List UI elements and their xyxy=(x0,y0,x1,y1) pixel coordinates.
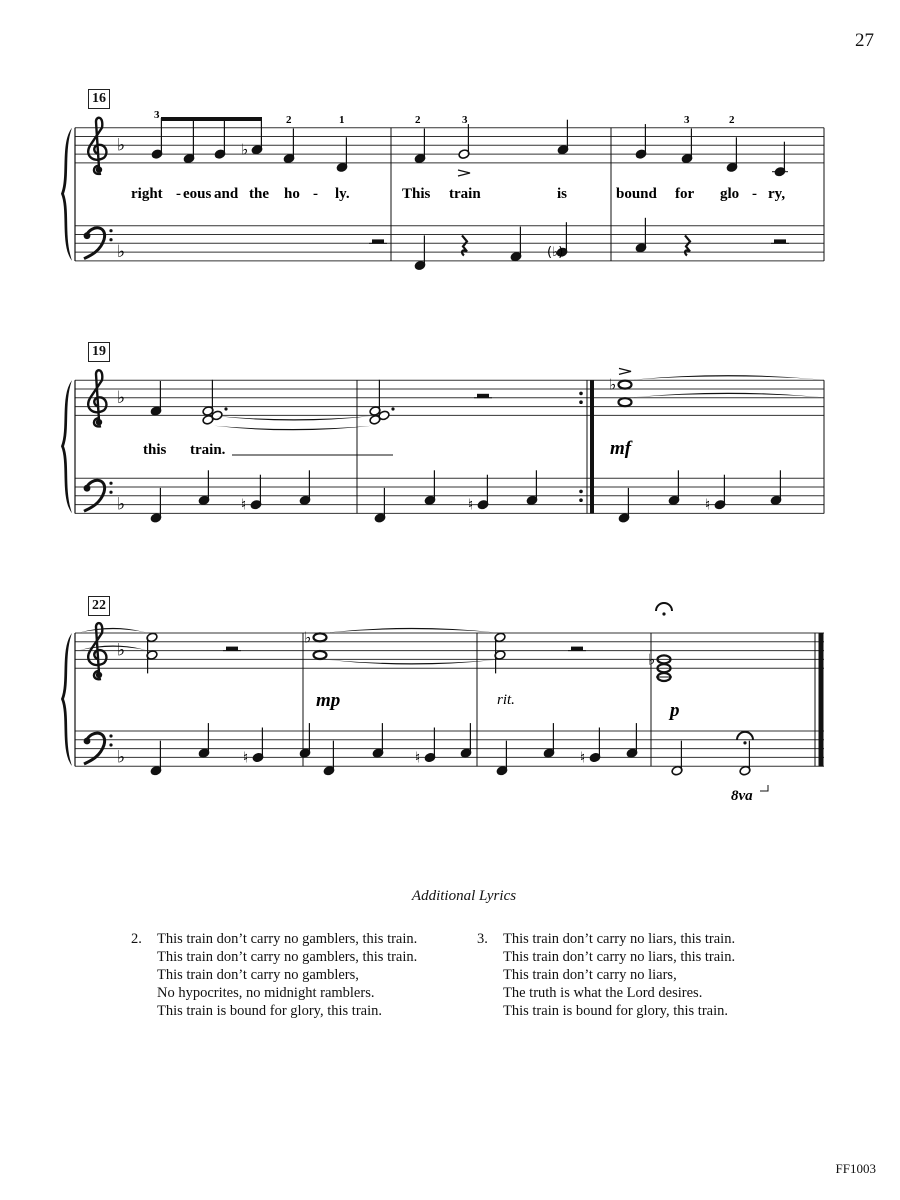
fermata-icon xyxy=(737,732,753,740)
treble-clef-icon xyxy=(88,370,106,426)
measure-number-box: 22 xyxy=(88,596,110,616)
brace xyxy=(61,380,72,513)
fingering: 1 xyxy=(339,114,345,126)
lyric: the xyxy=(249,186,269,202)
whole-note-head xyxy=(314,651,327,659)
tie xyxy=(214,426,372,431)
key-signature-flat-icon: ♭ xyxy=(117,387,126,408)
natural-icon: ♮ xyxy=(705,495,711,514)
lyric: - xyxy=(752,186,757,202)
dynamic-p: p xyxy=(670,700,680,721)
additional-lyrics-title: Additional Lyrics xyxy=(411,888,517,904)
verse-line: This train don’t carry no liars, xyxy=(503,967,677,983)
key-signature-flat-icon: ♭ xyxy=(117,640,126,661)
half-rest-icon xyxy=(571,647,583,651)
tie xyxy=(634,393,822,398)
fermata-icon xyxy=(656,603,672,611)
fingering: 3 xyxy=(684,114,690,126)
beam xyxy=(161,117,262,121)
verse-line: The truth is what the Lord desires. xyxy=(503,985,703,1001)
fingering: 2 xyxy=(286,114,292,126)
fingering: 3 xyxy=(154,109,160,121)
lyric: right xyxy=(131,186,163,202)
lyric: for xyxy=(675,186,695,202)
flat-icon: ♭ xyxy=(304,628,312,647)
bass-clef-dot xyxy=(109,734,112,737)
repeat-dot xyxy=(579,490,583,494)
lyric: bound xyxy=(616,186,657,202)
repeat-dot xyxy=(579,498,583,502)
natural-icon: ♮ xyxy=(580,748,586,767)
dynamic-mp: mp xyxy=(316,690,341,711)
key-signature-flat-icon: ♭ xyxy=(117,242,126,263)
augmentation-dot xyxy=(391,407,394,410)
natural-icon: ♮ xyxy=(415,748,421,767)
lyric: - xyxy=(313,186,318,202)
measure-number-box: 16 xyxy=(88,89,110,109)
bass-clef-icon xyxy=(84,738,91,745)
bass-clef-icon xyxy=(84,232,91,239)
page-number: 27 xyxy=(855,30,874,51)
fingering: 2 xyxy=(729,114,735,126)
repeat-dot xyxy=(579,400,583,404)
octave-bracket xyxy=(760,785,768,791)
verse-line: This train don’t carry no gamblers, xyxy=(157,967,359,983)
fermata-dot xyxy=(662,612,665,615)
verse-line: This train don’t carry no gamblers, this train. xyxy=(157,931,418,947)
verse-number: 3. xyxy=(477,931,488,947)
augmentation-dot xyxy=(224,407,227,410)
verse-line: This train don’t carry no liars, this train. xyxy=(503,949,736,965)
octave-mark-8va: 8va xyxy=(731,788,753,804)
bass-clef-dot xyxy=(109,743,112,746)
flat-icon: ♭ xyxy=(609,375,617,394)
half-rest-icon xyxy=(477,394,489,398)
natural-icon: ♮ xyxy=(243,748,249,767)
verse-line: This train don’t carry no gamblers, this train. xyxy=(157,949,418,965)
flat-icon: ♭ xyxy=(648,650,656,669)
lyric: ho xyxy=(284,186,300,202)
fermata-dot xyxy=(743,741,746,744)
lyric: this xyxy=(143,442,167,458)
measure-number-box: 19 xyxy=(88,342,110,362)
treble-clef-icon xyxy=(88,623,106,679)
footer-code: FF1003 xyxy=(835,1161,876,1176)
half-rest-icon xyxy=(226,647,238,651)
whole-note-head xyxy=(314,633,327,641)
bass-clef-dot xyxy=(109,482,112,485)
tie xyxy=(329,628,494,633)
treble-clef-icon xyxy=(96,167,102,173)
half-rest-icon xyxy=(372,239,384,243)
verse-line: This train is bound for glory, this train. xyxy=(503,1003,728,1019)
whole-note-head xyxy=(619,398,632,406)
bass-clef-dot xyxy=(109,229,112,232)
accent-icon xyxy=(619,368,631,374)
natural-icon: ♮ xyxy=(241,495,247,514)
lyric: - xyxy=(176,186,181,202)
lyric: and xyxy=(214,186,239,202)
lyric: glo xyxy=(720,186,740,202)
verse-3 xyxy=(477,930,735,1020)
lyric: eous xyxy=(183,186,212,202)
key-signature-flat-icon: ♭ xyxy=(117,747,126,768)
key-signature-flat-icon: ♭ xyxy=(117,494,126,515)
verse-number: 2. xyxy=(131,931,142,947)
tempo-rit: rit. xyxy=(497,692,515,708)
tie xyxy=(634,375,822,380)
brace xyxy=(61,633,72,766)
bass-clef-dot xyxy=(109,491,112,494)
tie xyxy=(329,660,494,665)
bass-clef-dot xyxy=(109,238,112,241)
lyric: ry, xyxy=(768,186,786,202)
accent-icon xyxy=(458,170,470,176)
repeat-dot xyxy=(579,392,583,396)
verse-2 xyxy=(131,930,417,1020)
treble-clef-icon xyxy=(96,672,102,678)
verse-line: No hypocrites, no midnight ramblers. xyxy=(157,985,375,1001)
lyric: train. xyxy=(190,442,226,458)
courtesy-flat: (♭) xyxy=(547,245,564,260)
key-signature-flat-icon: ♭ xyxy=(117,135,126,156)
tie xyxy=(216,416,372,421)
verse-line: This train don’t carry no liars, this train. xyxy=(503,931,736,947)
lyric: is xyxy=(557,186,568,202)
dynamic-mf: mf xyxy=(610,438,632,459)
verse-line: This train is bound for glory, this train. xyxy=(157,1003,382,1019)
bass-clef-icon xyxy=(84,485,91,492)
lyric: This xyxy=(402,186,431,202)
treble-clef-icon xyxy=(88,118,106,174)
tie xyxy=(80,628,146,633)
natural-icon: ♮ xyxy=(468,495,474,514)
brace xyxy=(61,128,72,261)
treble-clef-icon xyxy=(96,419,102,425)
fingering: 3 xyxy=(462,114,468,126)
lyric: train xyxy=(449,186,481,202)
lyric: ly. xyxy=(335,186,350,202)
fingering: 2 xyxy=(415,114,421,126)
system-1-lyrics xyxy=(131,186,785,202)
whole-note-head xyxy=(619,381,632,389)
flat-icon: ♭ xyxy=(241,140,249,159)
half-rest-icon xyxy=(774,239,786,243)
